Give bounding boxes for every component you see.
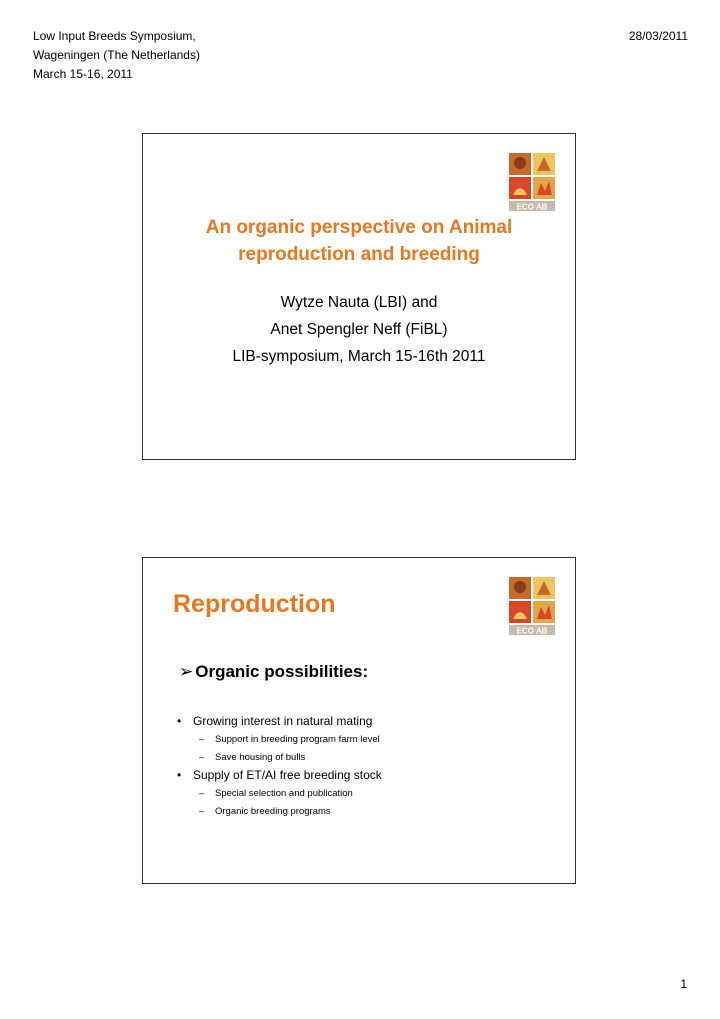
sub-list-item-text: Organic breeding programs [215, 806, 331, 817]
eco-ab-logo-icon [507, 151, 557, 213]
header-line-2: Wageningen (The Netherlands) [33, 48, 200, 62]
header-info [33, 27, 200, 84]
slide-1-author-line-1: Wytze Nauta (LBI) and [280, 294, 438, 311]
sub-list-item [177, 749, 382, 767]
arrow-bullet-icon: ➢ [179, 662, 194, 681]
header-date: 28/03/2011 [628, 29, 688, 43]
slide-2-subtitle-text: Organic possibilities: [195, 662, 369, 681]
list-item-text: Supply of ET/AI free breeding stock [193, 768, 382, 782]
slide-1-title-line-2: reproduction and breeding [238, 244, 480, 265]
slide-1-author-line-3: LIB-symposium, March 15-16th 2011 [232, 348, 486, 365]
dash-icon: – [199, 752, 205, 763]
slide-1-title [163, 214, 555, 268]
sub-list-item-text: Support in breeding program farm level [215, 734, 380, 745]
slide-2-subtitle [179, 660, 368, 684]
slide-1-authors [153, 289, 565, 370]
slide-2-title: Reproduction [173, 590, 336, 618]
header-line-3: March 15-16, 2011 [33, 67, 133, 81]
dash-icon: – [199, 734, 205, 745]
list-item [177, 713, 382, 731]
dash-icon: – [199, 806, 205, 817]
list-item [177, 767, 382, 785]
logo-text: ECO AB [516, 202, 548, 212]
dash-icon: – [199, 788, 205, 799]
slide-1 [142, 133, 576, 460]
sub-list-item [177, 803, 382, 821]
sub-list-item-text: Special selection and publication [215, 788, 353, 799]
page-number: 1 [680, 977, 687, 991]
slide-1-title-line-1: An organic perspective on Animal [205, 217, 513, 238]
sub-list-item-text: Save housing of bulls [215, 752, 306, 763]
logo-text: ECO AB [516, 626, 548, 636]
eco-ab-logo-icon [507, 575, 557, 637]
slide-2 [142, 557, 576, 884]
list-item-text: Growing interest in natural mating [193, 714, 373, 728]
bullet-icon: • [177, 714, 182, 728]
bullet-icon: • [177, 768, 182, 782]
slide-1-author-line-2: Anet Spengler Neff (FiBL) [270, 321, 448, 338]
sub-list-item [177, 731, 382, 749]
header-line-1: Low Input Breeds Symposium, [33, 29, 196, 43]
slide-2-bullet-list [177, 713, 382, 821]
sub-list-item [177, 785, 382, 803]
